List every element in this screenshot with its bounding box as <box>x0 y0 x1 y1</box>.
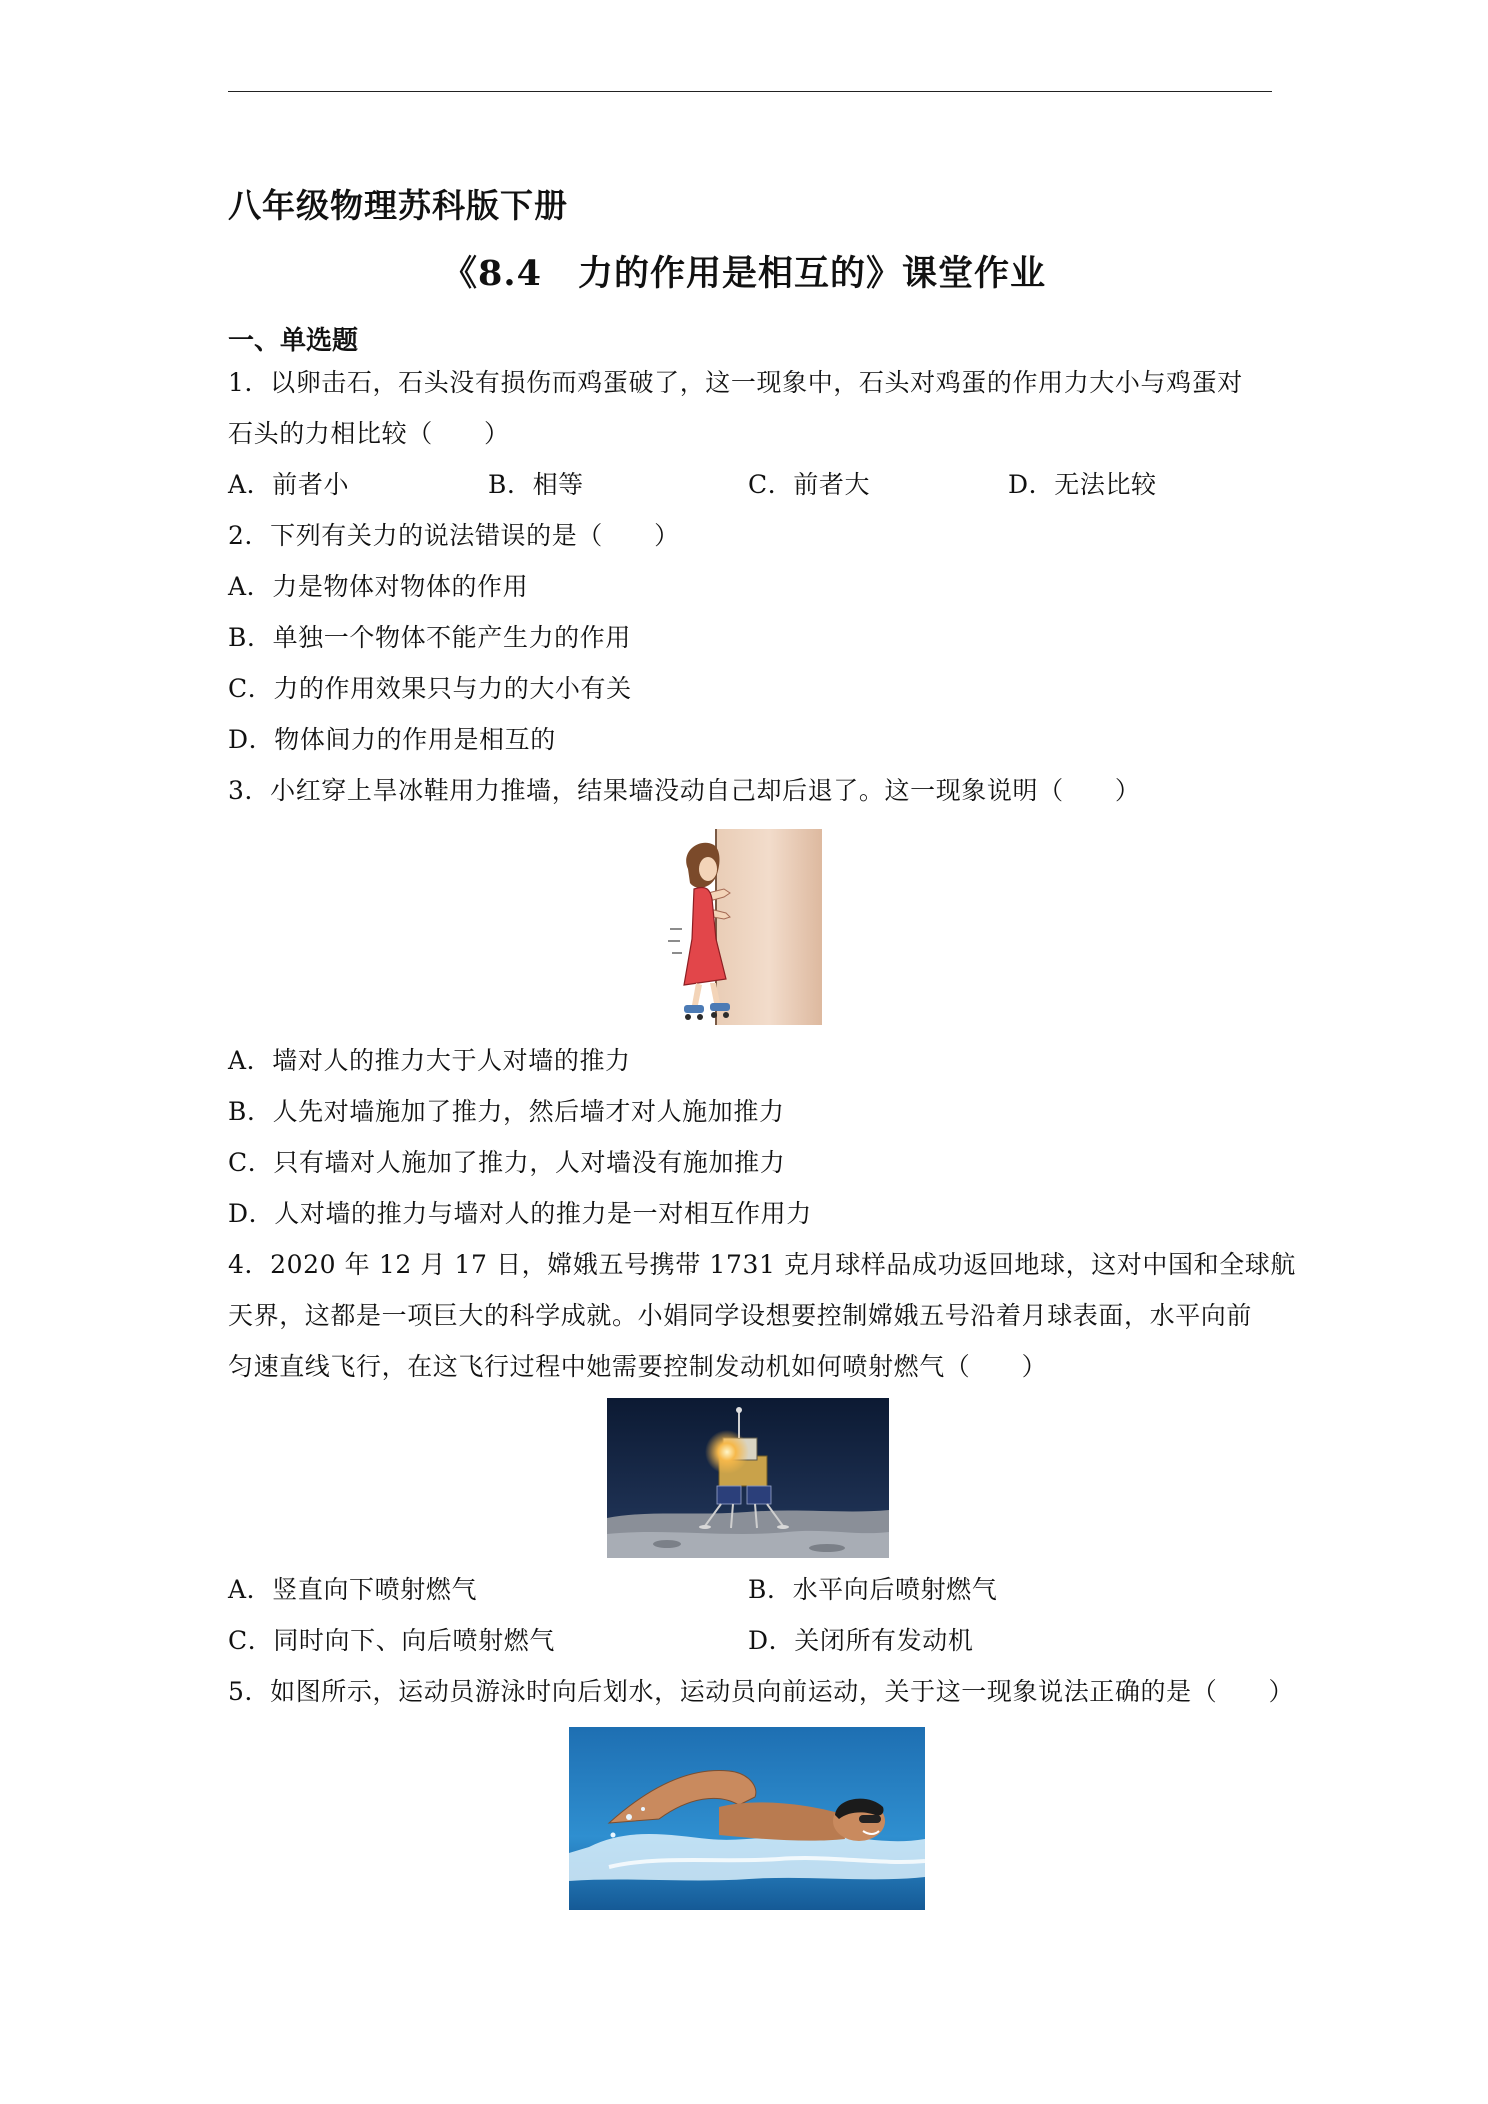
question-4-text-line-3: 匀速直线飞行，在这飞行过程中她需要控制发动机如何喷射燃气（ ） <box>228 1352 1048 1381</box>
question-1-option-b: B．相等 <box>488 470 584 499</box>
document-subject: 八年级物理苏科版下册 <box>228 186 568 225</box>
header-rule <box>228 91 1272 92</box>
question-2-option-b: B．单独一个物体不能产生力的作用 <box>228 623 631 652</box>
question-2-option-c: C．力的作用效果只与力的大小有关 <box>228 674 632 703</box>
lunar-lander-figure <box>607 1398 889 1558</box>
question-1-option-d: D．无法比较 <box>1008 470 1157 499</box>
question-2-option-a: A．力是物体对物体的作用 <box>228 572 529 601</box>
question-3-option-c: C．只有墙对人施加了推力，人对墙没有施加推力 <box>228 1148 786 1177</box>
question-4-text-line-2: 天界，这都是一项巨大的科学成就。小娟同学设想要控制嫦娥五号沿着月球表面，水平向前 <box>228 1301 1253 1330</box>
question-3-option-a: A．墙对人的推力大于人对墙的推力 <box>228 1046 631 1075</box>
question-1-text-line-1: 1．以卵击石，石头没有损伤而鸡蛋破了，这一现象中，石头对鸡蛋的作用力大小与鸡蛋对 <box>228 368 1243 397</box>
question-5-text: 5．如图所示，运动员游泳时向后划水，运动员向前运动，关于这一现象说法正确的是（ ） <box>228 1677 1295 1706</box>
question-1-option-c: C．前者大 <box>748 470 871 499</box>
question-4-text-line-1: 4．2020 年 12 月 17 日，嫦娥五号携带 1731 克月球样品成功返回地球，这对中国和全球航 <box>228 1250 1297 1279</box>
question-3-option-b: B．人先对墙施加了推力，然后墙才对人施加推力 <box>228 1097 785 1126</box>
question-1-text-line-2: 石头的力相比较（ ） <box>228 419 510 448</box>
question-3-text: 3．小红穿上旱冰鞋用力推墙，结果墙没动自己却后退了。这一现象说明（ ） <box>228 776 1141 805</box>
question-1-option-a: A．前者小 <box>228 470 350 499</box>
swimmer-figure <box>569 1727 925 1910</box>
question-4-option-d: D．关闭所有发动机 <box>748 1626 974 1655</box>
question-4-option-b: B．水平向后喷射燃气 <box>748 1575 998 1604</box>
section-heading: 一、单选题 <box>228 326 359 356</box>
question-4-option-c: C．同时向下、向后喷射燃气 <box>228 1626 555 1655</box>
question-2-option-d: D．物体间力的作用是相互的 <box>228 725 556 754</box>
question-3-option-d: D．人对墙的推力与墙对人的推力是一对相互作用力 <box>228 1199 812 1228</box>
girl-pushing-wall-figure <box>666 829 822 1025</box>
question-4-option-a: A．竖直向下喷射燃气 <box>228 1575 478 1604</box>
question-2-text: 2．下列有关力的说法错误的是（ ） <box>228 521 680 550</box>
document-title: 《8.4 力的作用是相互的》课堂作业 <box>442 253 1046 294</box>
